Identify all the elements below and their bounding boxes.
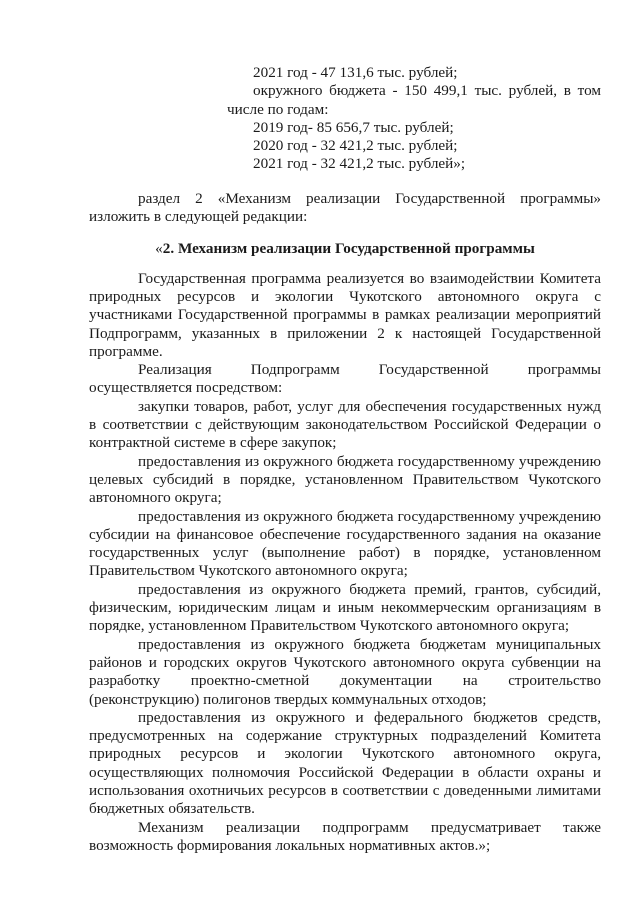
instruction-line-2: изложить в следующей редакции: [89, 208, 308, 226]
budget-breakdown [227, 64, 601, 174]
instruction-line-1: раздел 2 «Механизм реализации Государственной программы» [138, 189, 601, 207]
budget-line-district: окружного бюджета - 150 499,1 тыс. рублей, в том [253, 82, 601, 100]
document-page [89, 64, 601, 855]
paragraph-federal-funds: предоставления из окружного и федерального бюджетов средств, предусмотренных на содержание структурных подразделений Комитета природных ресурсов и экологии Чукотского автономного округа, осуществляющих полномочия Российской Федерации в области охраны и использования охотничьих ресурсов в соответствии с доведенными лимитами бюджетных обязательств. [89, 708, 601, 818]
budget-line-2020: 2020 год - 32 421,2 тыс. рублей; [253, 137, 458, 155]
paragraph-program-implementation: Государственная программа реализуется во взаимодействии Комитета природных ресурсов и экологии Чукотского автономного округа с участниками Государственной программы в рамках реализации мероприятий Подпрограмм, указанных в приложении 2 к настоящей Государственной программе. [89, 269, 601, 360]
paragraph-procurement: закупки товаров, работ, услуг для обеспечения государственных нужд в соответствии с действующим законодательством Российской Федерации о контрактной системе в сфере закупок; [89, 397, 601, 452]
section-title: 2. Механизм реализации Государственной программы [162, 240, 535, 258]
paragraph-grants: предоставления из окружного бюджета премий, грантов, субсидий, физическим, юридическим лицам и иным некоммерческим организациям в порядке, установленном Правительством Чукотского автономного округа; [89, 580, 601, 635]
budget-line-2019: 2019 год- 85 656,7 тыс. рублей; [253, 118, 454, 136]
paragraph-local-acts: Механизм реализации подпрограмм предусматривает также возможность формирования локальных нормативных актов.»; [89, 818, 601, 854]
paragraph-targeted-subsidies: предоставления из окружного бюджета государственному учреждению целевых субсидий в порядке, установленном Правительством Чукотского автономного округа; [89, 452, 601, 507]
section-open-quote: « [155, 240, 163, 258]
paragraph-municipal-subventions: предоставления из окружного бюджета бюджетам муниципальных районов и городских округов Чукотского автономного округа субвенции на разработку проектно-сметной документации на строительство (реконструкцию) полигонов твердых коммунальных отходов; [89, 635, 601, 708]
paragraph-implementation-means: Реализация Подпрограмм Государственной программы осуществляется посредством: [89, 361, 601, 397]
budget-line-2021-total: 2021 год - 47 131,6 тыс. рублей; [253, 64, 458, 81]
paragraph-state-task-subsidy: предоставления из окружного бюджета государственному учреждению субсидии на финансовое обеспечение государственного задания на оказание государственных услуг (выполнение работ) в порядке, установленном Правительством Чукотского автономного округа; [89, 507, 601, 580]
budget-line-by-years: числе по годам: [227, 100, 329, 118]
section-heading [89, 240, 601, 258]
budget-line-2021: 2021 год - 32 421,2 тыс. рублей»; [253, 155, 466, 173]
